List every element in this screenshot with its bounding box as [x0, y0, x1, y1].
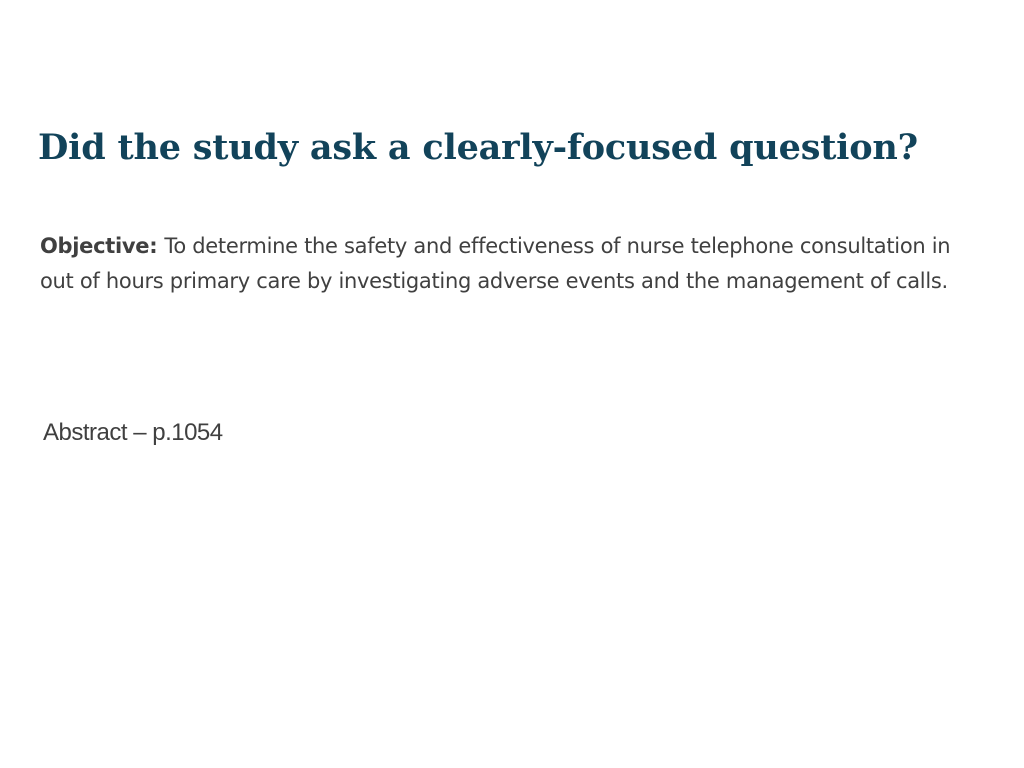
objective-text: To determine the safety and effectiveness of nurse telephone consultation in out of hours primary care by investigating adverse events and the management of calls.: [40, 234, 951, 293]
slide-title: Did the study ask a clearly-focused question?: [38, 127, 918, 168]
source-reference: Abstract – p.1054: [43, 419, 223, 446]
objective-label: Objective:: [40, 234, 165, 258]
objective-paragraph: [40, 229, 990, 299]
